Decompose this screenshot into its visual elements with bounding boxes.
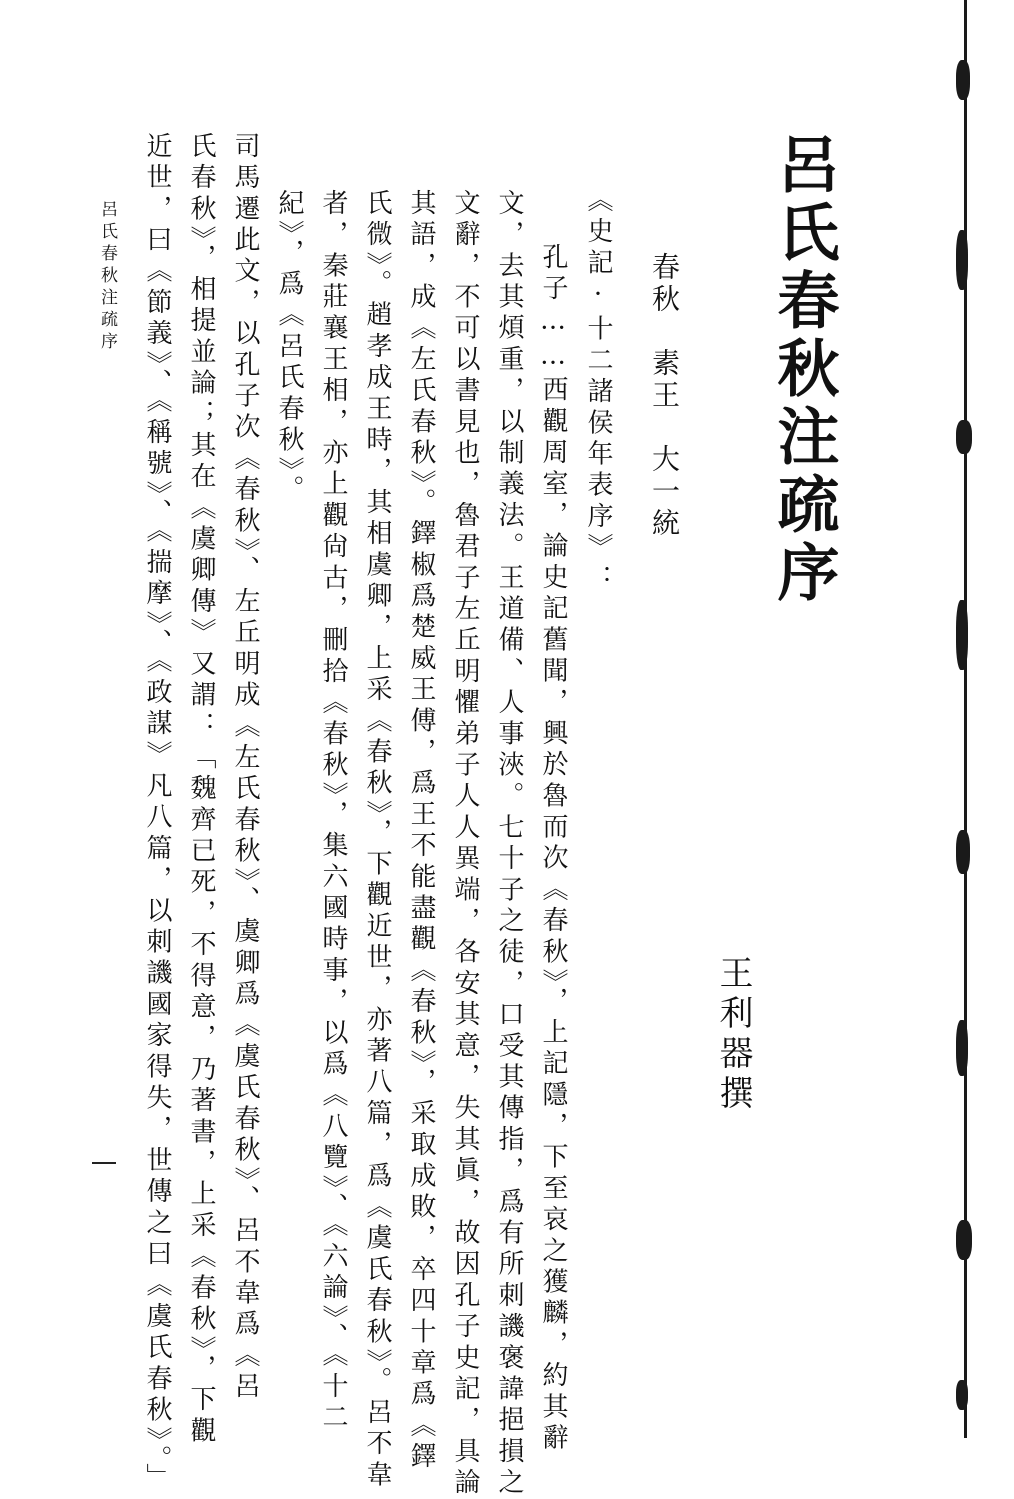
running-head: 呂氏春秋注疏序 (97, 200, 117, 354)
text-column: 司馬遷此文，以孔子次《春秋》、左丘明成《左氏春秋》、虞卿爲《虞氏春秋》、呂不韋爲《呂 (230, 132, 260, 1404)
text-column: 氏微》。趙孝成王時，其相虞卿，上采《春秋》，下觀近世，亦著八篇，爲《虞氏春秋》。呂不韋 (362, 189, 392, 1492)
book-title: 呂氏春秋注疏序 (767, 132, 840, 608)
text-column: 其語，成《左氏春秋》。鐸椒爲楚威王傅，爲王不能盡觀《春秋》，采取成敗，卒四十章爲《鐸 (406, 189, 436, 1474)
scanned-page-edge (956, 0, 1014, 1438)
text-column: 者，秦莊襄王相，亦上觀尙古，刪拾《春秋》，集六國時事，以爲《八覽》、《六論》、《十二 (318, 189, 348, 1435)
section-heading: 春秋 素王 大一統 (648, 252, 681, 540)
text-column: 文辭，不可以書見也，魯君子左丘明懼弟子人人異端，各安其意，失其眞，故因孔子史記，具論 (450, 189, 480, 1499)
author-line: 王利器撰 (713, 955, 753, 1115)
text-column: 近世，曰《節義》、《稱號》、《揣摩》、《政謀》凡八篇，以刺譏國家得失，世傳之曰《虞氏春秋》。」 (142, 132, 172, 1495)
text-column: 文，去其煩重，以制義法。王道備、人事浹。七十子之徒，口受其傳指，爲有所刺譏褒諱挹損之 (494, 189, 524, 1499)
text-column: 紀》，爲《呂氏春秋》。 (274, 189, 304, 507)
text-column: 孔子……西觀周室，論史記舊聞，興於魯而次《春秋》，上記隱，下至哀之獲麟，約其辭 (538, 243, 568, 1455)
text-column: 《史記·十二諸侯年表序》： (583, 186, 613, 596)
page-number-text (92, 1150, 106, 1170)
text-column: 氏春秋》，相提並論；其在《虞卿傳》又謂：「魏齊已死，不得意，乃著書，上采《春秋》，下觀 (186, 132, 216, 1448)
